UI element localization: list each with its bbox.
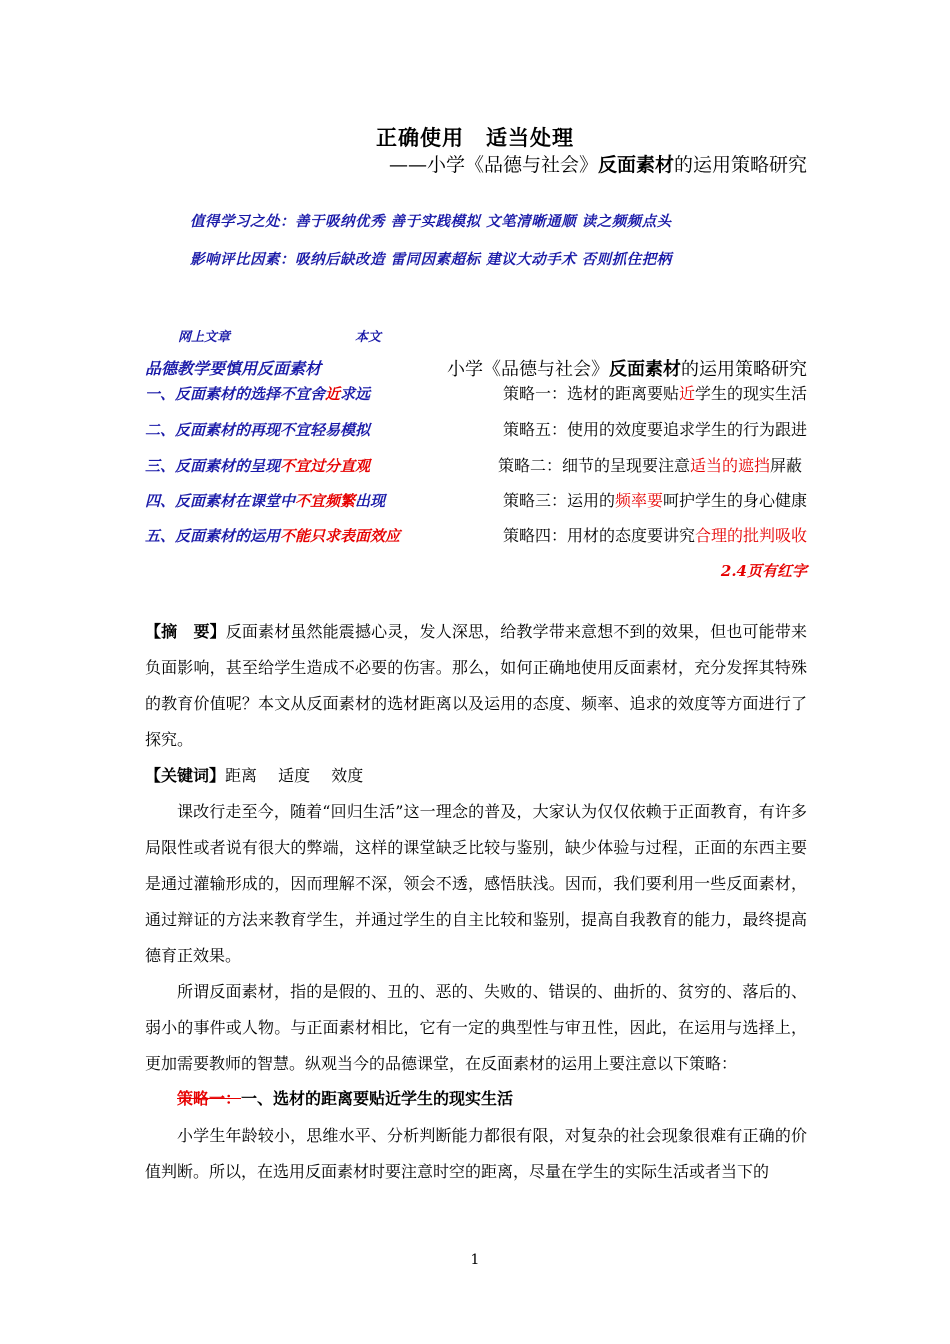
left-row-1-a: 一、反面素材的选择不宜舍: [145, 385, 326, 403]
left-title: 品德教学要慎用反面素材: [145, 359, 322, 378]
left-row-5-a: 五、反面素材的运用: [145, 527, 281, 545]
left-row-1-red: 近: [325, 385, 341, 403]
page-number: 1: [470, 1252, 480, 1268]
subtitle-bold: 反面素材: [597, 154, 674, 176]
left-row-3-red: 不宜过分直观: [280, 457, 371, 475]
right-row-3-a: 策略二：细节的呈现要注意: [497, 456, 690, 475]
document-subtitle: [389, 150, 807, 177]
right-row-5-red: 合理的批判吸收: [694, 526, 807, 545]
right-row-3-b: 屏蔽: [769, 456, 802, 475]
left-row-4-red: 不宜频繁: [295, 492, 356, 510]
left-row-5: [145, 525, 400, 546]
right-title: [447, 355, 807, 381]
strategy-1-heading: [177, 1086, 513, 1109]
right-row-1-red: 近: [678, 384, 695, 403]
keywords: [145, 758, 807, 794]
left-row-5-red: 不能只求表面效应: [280, 527, 401, 545]
factors-note: 影响评比因素：吸纳后缺改造 雷同因素超标 建议大动手术 否则抓住把柄: [190, 252, 672, 268]
right-row-4-red: 频率要: [614, 491, 663, 510]
document-title: 正确使用 适当处理: [376, 126, 574, 150]
right-title-prefix: 小学《品德与社会》: [447, 359, 609, 380]
left-row-4: [145, 490, 385, 511]
right-title-bold: 反面素材: [609, 359, 681, 380]
left-row-3: [145, 455, 370, 476]
right-row-3: [498, 453, 802, 476]
keywords-text: 距离 适度 效度: [225, 766, 364, 785]
merits-note: 值得学习之处：善于吸纳优秀 善于实践模拟 文笔清晰通顺 读之频频点头: [190, 214, 672, 230]
abstract: [145, 614, 807, 758]
body-paragraph-2: 所谓反面素材，指的是假的、丑的、恶的、失败的、错误的、曲折的、贫穷的、落后的、弱小的事件或人物。与正面素材相比，它有一定的典型性与审丑性，因此，在运用与选择上，更加需要教师的智慧。纵观当今的品德课堂，在反面素材的运用上要注意以下策略：: [145, 982, 807, 1073]
body-paragraph-1: 课改行走至今，随着“回归生活”这一理念的普及，大家认为仅仅依赖于正面教育，有许多局限性或者说有很大的弊端，这样的课堂缺乏比较与鉴别，缺少体验与过程，正面的东西主要是通过灌输形成的，因而理解不深，领会不透，感悟肤浅。因而，我们要利用一些反面素材，通过辩证的方法来教育学生，并通过学生的自主比较和鉴别，提高自我教育的能力，最终提高德育正效果。: [145, 802, 807, 965]
right-row-5: [503, 523, 807, 546]
right-row-2: [503, 417, 807, 440]
left-row-1: [145, 383, 370, 404]
right-title-suffix: 的运用策略研究: [681, 359, 807, 380]
right-row-1-a: 策略一：选材的距离要贴: [502, 384, 679, 403]
page-red-note: 2.4页有红字: [720, 562, 807, 580]
left-tag: 网上文章: [178, 330, 231, 345]
right-row-5-a: 策略四：用材的态度要讲究: [502, 526, 695, 545]
left-row-1-b: 求远: [340, 385, 371, 403]
subtitle-prefix: ——小学《品德与社会》: [388, 154, 598, 176]
left-row-4-b: 出现: [355, 492, 386, 510]
subtitle-suffix: 的运用策略研究: [673, 154, 807, 176]
right-row-1-b: 学生的现实生活: [694, 384, 807, 403]
left-row-2-a: 二、反面素材的再现不宜轻易模拟: [145, 421, 371, 439]
right-row-1: [503, 381, 807, 404]
right-row-4-b: 呵护学生的身心健康: [662, 491, 807, 510]
right-row-4: [503, 488, 807, 511]
left-row-3-a: 三、反面素材的呈现: [145, 457, 281, 475]
abstract-text: 反面素材虽然能震撼心灵，发人深思，给教学带来意想不到的效果，但也可能带来负面影响，甚至给学生造成不必要的伤害。那么，如何正确地使用反面素材，充分发挥其特殊的教育价值呢？本文从反面素材的选材距离以及运用的态度、频率、追求的效度等方面进行了探究。: [145, 622, 807, 749]
keywords-label: 【关键词】: [145, 766, 226, 785]
right-row-3-red: 适当的遮挡: [689, 456, 770, 475]
strategy-1-struck: 策略一：: [177, 1089, 242, 1108]
right-row-4-a: 策略三：运用的: [502, 491, 615, 510]
left-row-2: [145, 419, 370, 440]
strategy-1-text: 一、选材的距离要贴近学生的现实生活: [241, 1089, 514, 1108]
left-row-4-a: 四、反面素材在课堂中: [145, 492, 296, 510]
body-paragraph-3: 小学生年龄较小，思维水平、分析判断能力都很有限，对复杂的社会现象很难有正确的价值判断。所以，在选用反面素材时要注意时空的距离，尽量在学生的实际生活或者当下的: [145, 1126, 807, 1181]
abstract-label: 【摘 要】: [145, 622, 226, 641]
right-row-2-a: 策略五：使用的效度要追求学生的行为跟进: [502, 420, 807, 439]
right-tag: 本文: [355, 330, 382, 345]
